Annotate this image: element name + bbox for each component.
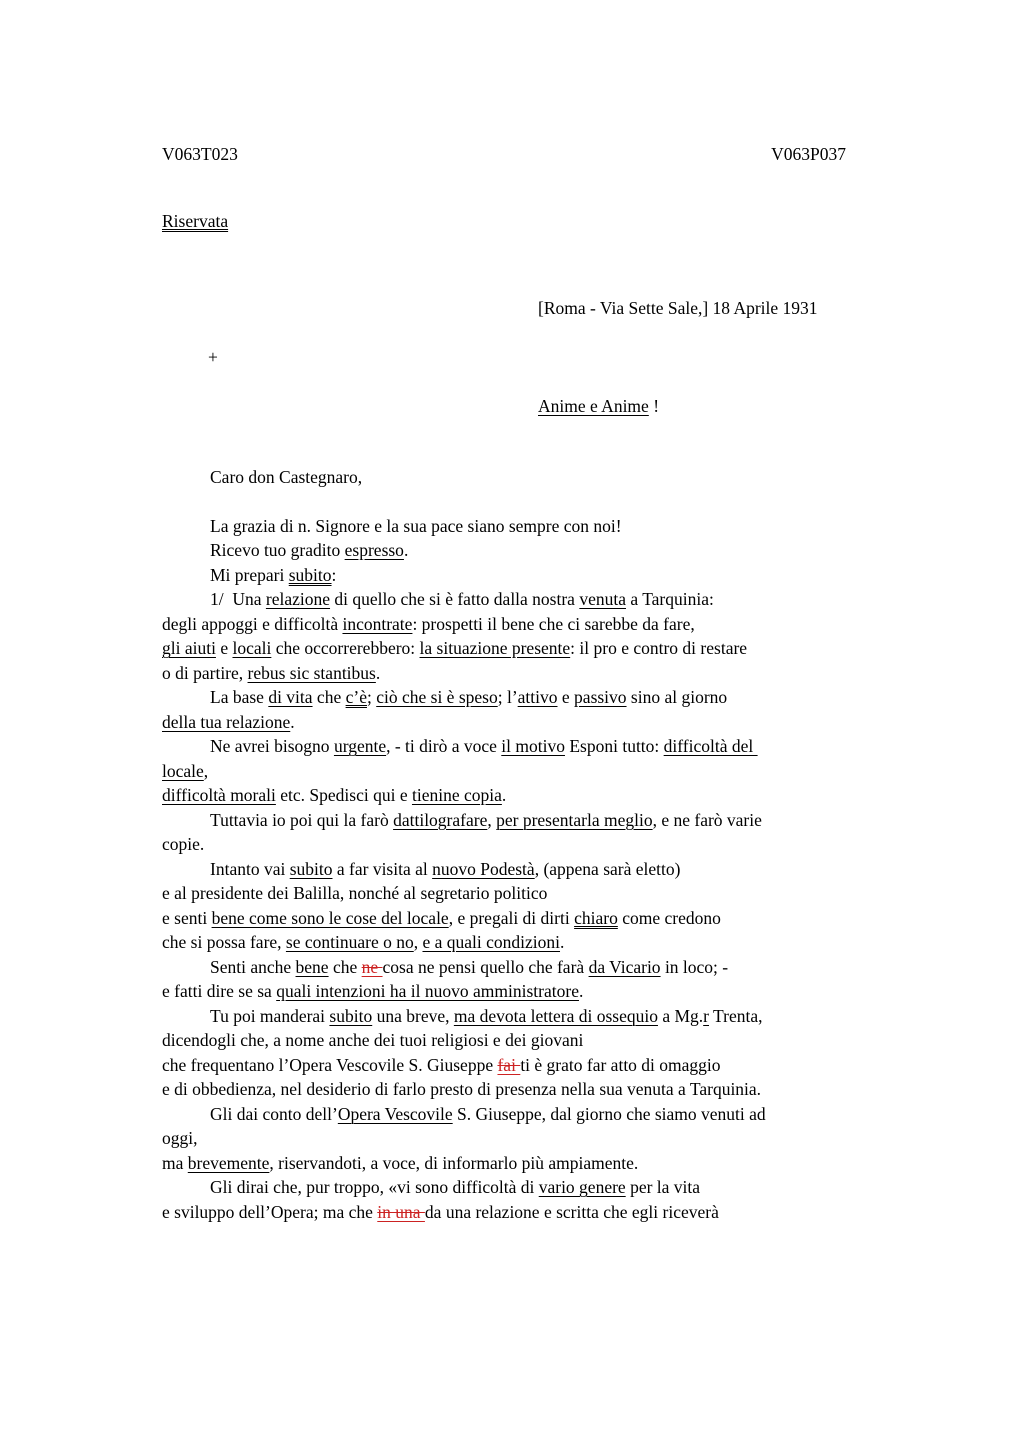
text-run: cosa ne pensi quello che farà xyxy=(382,956,589,977)
page-content xyxy=(162,142,902,1224)
underlined-text: da Vicario xyxy=(588,956,661,977)
text-run: , xyxy=(413,932,423,952)
letter-line xyxy=(162,1077,902,1102)
text-run: ti è grato far atto di omaggio xyxy=(520,1054,721,1075)
text-run: e senti xyxy=(162,907,212,928)
archive-code-right: V063P037 xyxy=(771,144,846,164)
text-run: degli appoggi e difficoltà xyxy=(162,613,343,634)
underlined-text: r xyxy=(703,1005,709,1026)
text-run: : xyxy=(331,564,337,585)
text-run: : prospetti il bene che ci sarebbe da fare, xyxy=(412,613,695,634)
underlined-text: subito xyxy=(288,564,332,585)
letter-line xyxy=(162,514,902,539)
text-run: a Tarquinia: xyxy=(626,589,714,609)
letter-line xyxy=(162,612,902,637)
letter-line xyxy=(162,808,902,833)
text-run: La base xyxy=(210,687,269,707)
text-run: . xyxy=(560,932,565,952)
underlined-text: e a quali condizioni xyxy=(422,932,561,952)
underlined-text: tienine copia xyxy=(411,785,502,805)
text-run: Ricevo tuo gradito xyxy=(210,540,345,560)
letter-line xyxy=(162,465,902,490)
text-run: che si possa fare, xyxy=(162,932,286,952)
underlined-text: difficoltà morali xyxy=(162,785,276,805)
text-run: da una relazione e scritta che egli riceverà xyxy=(424,1201,719,1222)
blank-line xyxy=(162,489,902,514)
text-run: , xyxy=(487,809,497,830)
text-run: , xyxy=(203,760,209,781)
underlined-text: rebus sic stantibus xyxy=(247,662,376,683)
place-date-line xyxy=(503,271,902,345)
text-run: , riservandoti, a voce, di informarlo più ampiamente. xyxy=(269,1152,639,1173)
underlined-text: ma devota lettera di ossequio xyxy=(453,1005,658,1026)
text-run: dicendogli che, a nome anche dei tuoi religiosi e dei giovani xyxy=(162,1030,584,1050)
letter-line xyxy=(162,538,902,563)
text-run: Intanto vai xyxy=(210,858,290,879)
motto-text: Anime e Anime xyxy=(538,395,649,416)
text-run: e al presidente dei Balilla, nonché al segretario politico xyxy=(162,883,548,903)
text-run: , e ne farò varie xyxy=(652,809,762,830)
underlined-text: venuta xyxy=(579,589,626,609)
underlined-text: passivo xyxy=(574,687,627,707)
text-run: La grazia di n. Signore e la sua pace siano sempre con noi! xyxy=(210,515,622,536)
letter-line xyxy=(162,710,902,735)
underlined-text: di vita xyxy=(268,687,313,707)
deleted-text: in una xyxy=(377,1201,425,1222)
text-run: ; xyxy=(366,687,377,707)
underlined-text: locali xyxy=(232,638,272,658)
underlined-text: c’è xyxy=(345,687,367,707)
letter-line xyxy=(162,636,902,661)
text-run: . xyxy=(290,711,295,732)
underlined-text: bene xyxy=(295,956,329,977)
text-run: . xyxy=(375,662,381,683)
text-run: o di partire, xyxy=(162,662,248,683)
text-run: e xyxy=(557,687,575,707)
text-run: etc. Spedisci qui e xyxy=(275,785,412,805)
text-run: , - ti dirò a voce xyxy=(386,736,502,756)
underlined-text: bene come sono le cose del locale xyxy=(211,907,449,928)
letter-line xyxy=(162,587,902,612)
text-run: . xyxy=(578,981,584,1001)
text-run: Tuttavia io poi qui la farò xyxy=(210,809,394,830)
text-run: Mi prepari xyxy=(210,564,289,585)
underlined-text: Opera Vescovile xyxy=(337,1103,453,1124)
letter-line xyxy=(162,783,902,808)
deleted-text: fai xyxy=(497,1054,521,1075)
letter-line xyxy=(162,979,902,1004)
letter-line xyxy=(162,1200,902,1225)
deleted-text: ne xyxy=(361,956,383,977)
underlined-text: se continuare o no xyxy=(285,932,414,952)
header-codes xyxy=(162,142,846,167)
text-run: Ne avrei bisogno xyxy=(210,736,334,756)
text-run: e sviluppo dell’Opera; ma che xyxy=(162,1201,378,1222)
archive-code-left: V063T023 xyxy=(162,144,238,164)
text-run: ma xyxy=(162,1152,188,1173)
underlined-text: brevemente xyxy=(187,1152,270,1173)
text-run: Senti anche xyxy=(210,956,296,977)
underlined-text: relazione xyxy=(265,589,331,609)
underlined-text: nuovo Podestà xyxy=(432,858,535,879)
letter-line xyxy=(162,906,902,931)
underlined-text: vario genere xyxy=(538,1177,626,1197)
text-run: che xyxy=(328,956,362,977)
text-run: ; l’ xyxy=(497,687,518,707)
underlined-text: espresso xyxy=(344,540,404,560)
motto-suffix: ! xyxy=(648,395,660,416)
letter-line xyxy=(162,1102,902,1127)
text-run: , e pregali di dirti xyxy=(448,907,575,928)
text-run: : il pro e contro di restare xyxy=(570,638,748,658)
underlined-text: la situazione presente xyxy=(419,638,571,658)
text-run: che xyxy=(312,687,346,707)
text-run: che frequentano l’Opera Vescovile S. Giuseppe xyxy=(162,1054,498,1075)
letter-line xyxy=(162,1004,902,1029)
text-run: copie. xyxy=(162,834,205,854)
letter-line xyxy=(162,563,902,588)
motto xyxy=(538,394,659,419)
letter-line xyxy=(162,1151,902,1176)
letter-line xyxy=(162,832,902,857)
letter-line xyxy=(162,881,902,906)
text-run: e di obbedienza, nel desiderio di farlo presto di presenza nella sua venuta a Tarquinia. xyxy=(162,1079,762,1099)
text-run: in loco; - xyxy=(660,956,729,977)
text-run: , (appena sarà eletto) xyxy=(534,858,681,879)
text-run: . xyxy=(403,540,409,560)
letter-line xyxy=(162,734,902,759)
letter-line xyxy=(162,955,902,980)
text-run: a far visita al xyxy=(332,858,433,879)
letter-line xyxy=(162,857,902,882)
text-run: Caro don Castegnaro, xyxy=(210,466,363,487)
dateline xyxy=(162,271,902,443)
text-run: e xyxy=(215,638,233,658)
underlined-text: della tua relazione xyxy=(162,711,291,732)
text-run: 1/ Una xyxy=(210,589,266,609)
underlined-text: difficoltà del xyxy=(663,736,758,756)
underlined-text: ciò che si è speso xyxy=(376,687,498,707)
underlined-text: subito xyxy=(329,1005,373,1026)
text-run: e fatti dire se sa xyxy=(162,981,277,1001)
underlined-text: per presentarla meglio xyxy=(496,809,653,830)
letter-line xyxy=(162,685,902,710)
text-run: come credono xyxy=(617,907,721,928)
motto-line xyxy=(162,345,902,443)
text-run: Gli dai conto dell’ xyxy=(210,1103,338,1124)
text-run: a Mg. xyxy=(657,1005,704,1026)
underlined-text: il motivo xyxy=(501,736,565,756)
letter-line xyxy=(162,1126,902,1151)
classification-label: Riservata xyxy=(162,210,229,231)
underlined-text: locale xyxy=(162,760,204,781)
text-run: per la vita xyxy=(625,1177,701,1197)
letter-line xyxy=(162,1175,902,1200)
text-run: sino al giorno xyxy=(626,687,728,707)
underlined-text: dattilografare xyxy=(393,809,488,830)
text-run: . xyxy=(501,785,507,805)
letter-line xyxy=(162,759,902,784)
text-run: una breve, xyxy=(372,1005,454,1026)
place-date: [Roma - Via Sette Sale,] 18 Aprile 1931 xyxy=(538,297,818,318)
letter-line xyxy=(162,1053,902,1078)
underlined-text: quali intenzioni ha il nuovo amministratore xyxy=(276,981,579,1001)
letter-line xyxy=(162,1028,902,1053)
text-run: Trenta, xyxy=(709,1005,763,1026)
letter-line xyxy=(162,661,902,686)
cross-mark: + xyxy=(208,346,218,367)
underlined-text: gli aiuti xyxy=(162,638,216,658)
underlined-text: urgente xyxy=(333,736,387,756)
underlined-text: subito xyxy=(289,858,333,879)
text-run: oggi, xyxy=(162,1128,198,1148)
underlined-text: incontrate xyxy=(342,613,413,634)
text-run: Esponi tutto: xyxy=(564,736,664,756)
text-run: di quello che si è fatto dalla nostra xyxy=(330,589,580,609)
text-run: S. Giuseppe, dal giorno che siamo venuti ad xyxy=(452,1103,766,1124)
letter-body xyxy=(162,465,902,1225)
letter-line xyxy=(162,930,902,955)
underlined-text: attivo xyxy=(517,687,558,707)
text-run: Tu poi manderai xyxy=(210,1005,330,1026)
text-run: che occorrerebbero: xyxy=(271,638,420,658)
underlined-text: chiaro xyxy=(574,907,618,928)
text-run: Gli dirai che, pur troppo, «vi sono difficoltà di xyxy=(210,1177,539,1197)
